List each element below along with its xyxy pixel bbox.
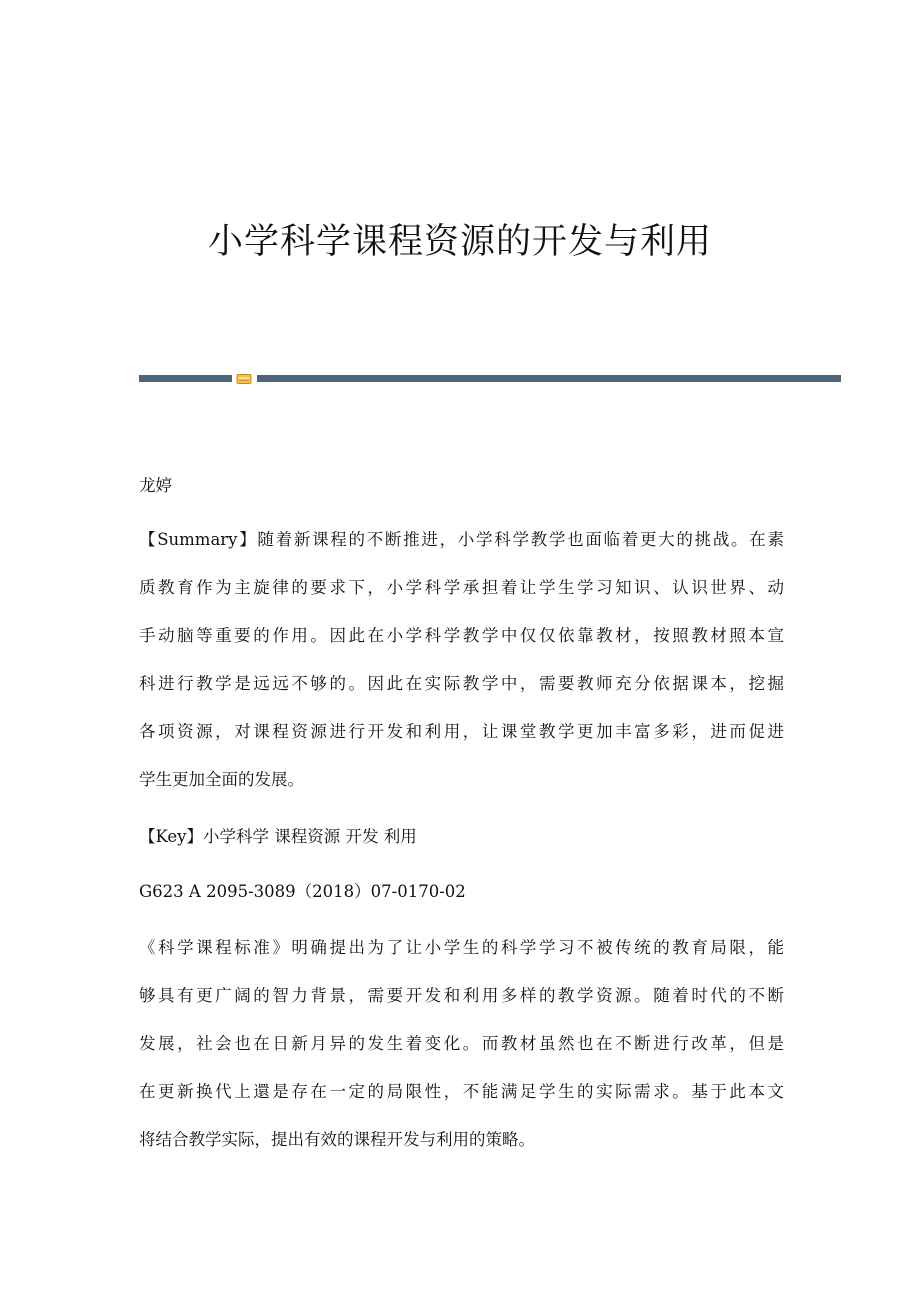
- summary-line: 学生更加全面的发展。: [139, 770, 304, 789]
- keywords: 【Key】小学科学 课程资源 开发 利用: [139, 827, 417, 846]
- body-paragraph: [139, 924, 784, 1164]
- summary-line: 【Summary】随着新课程的不断推进，小学科学教学也面临着更大的挑战。在素: [139, 530, 784, 549]
- divider-bar-right: [257, 375, 841, 382]
- summary-line: 手动脑等重要的作用。因此在小学科学教学中仅仅依靠教材，按照教材照本宣: [139, 626, 784, 645]
- summary-paragraph: [139, 516, 784, 804]
- summary-line: 科进行教学是远远不够的。因此在实际教学中，需要教师充分依据课本，挖掘: [139, 674, 784, 693]
- body-line: 够具有更广阔的智力背景，需要开发和利用多样的教学资源。随着时代的不断: [139, 986, 784, 1005]
- body-line: 在更新换代上還是存在一定的局限性，不能满足学生的实际需求。基于此本文: [139, 1082, 784, 1101]
- document-title: 小学科学课程资源的开发与利用: [207, 222, 712, 262]
- author-name: 龙婷: [139, 476, 172, 495]
- body-line: 将结合教学实际，提出有效的课程开发与利用的策略。: [139, 1130, 535, 1149]
- divider-bar-left: [139, 375, 232, 382]
- divider-ornament-icon: [236, 374, 252, 384]
- summary-line: 质教育作为主旋律的要求下，小学科学承担着让学生学习知识、认识世界、动: [139, 578, 784, 597]
- classification-code: G623 A 2095-3089（2018）07-0170-02: [139, 882, 466, 901]
- body-line: 发展，社会也在日新月异的发生着变化。而教材虽然也在不断进行改革，但是: [139, 1034, 784, 1053]
- body-line: 《科学课程标准》明确提出为了让小学生的科学学习不被传统的教育局限，能: [139, 938, 784, 957]
- title-divider: [139, 374, 841, 384]
- summary-line: 各项资源，对课程资源进行开发和利用，让课堂教学更加丰富多彩，进而促进: [139, 722, 784, 741]
